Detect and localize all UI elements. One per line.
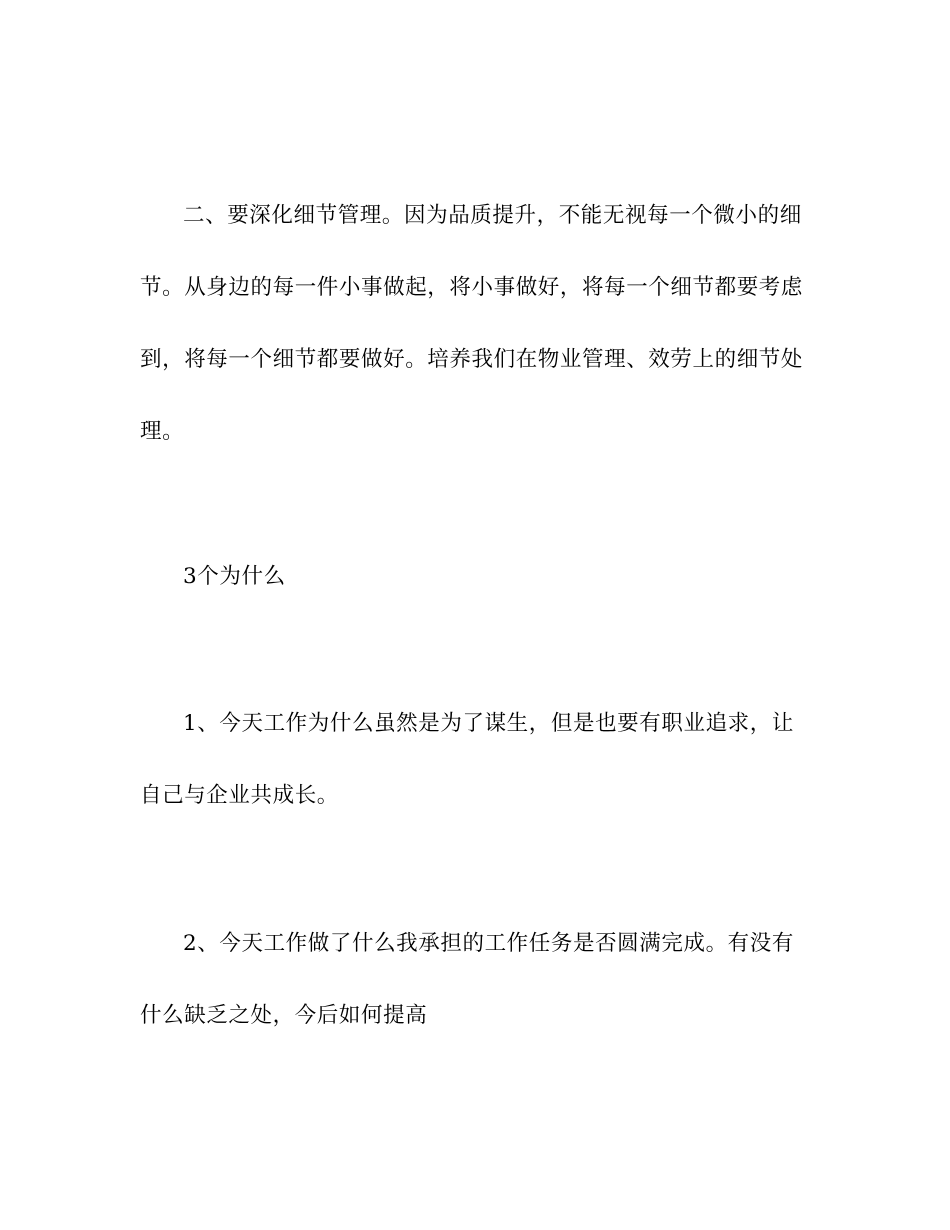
paragraph-why-work: 1、今天工作为什么虽然是为了谋生，但是也要有职业追求，让自己与企业共成长。 [140, 711, 794, 808]
section-heading-three-whys: 3个为什么 [183, 564, 286, 589]
paragraph-detail-management: 二、要深化细节管理。因为品质提升，不能无视每一个微小的细节。从身边的每一件小事做起，将小事做好，将每一个细节都要考虑到，将每一个细节都要做好。培养我们在物业管理、效劳上的细节处理。 [140, 203, 804, 444]
paragraph-what-done: 2、今天工作做了什么我承担的工作任务是否圆满完成。有没有什么缺乏之处，今后如何提高 [140, 931, 794, 1028]
